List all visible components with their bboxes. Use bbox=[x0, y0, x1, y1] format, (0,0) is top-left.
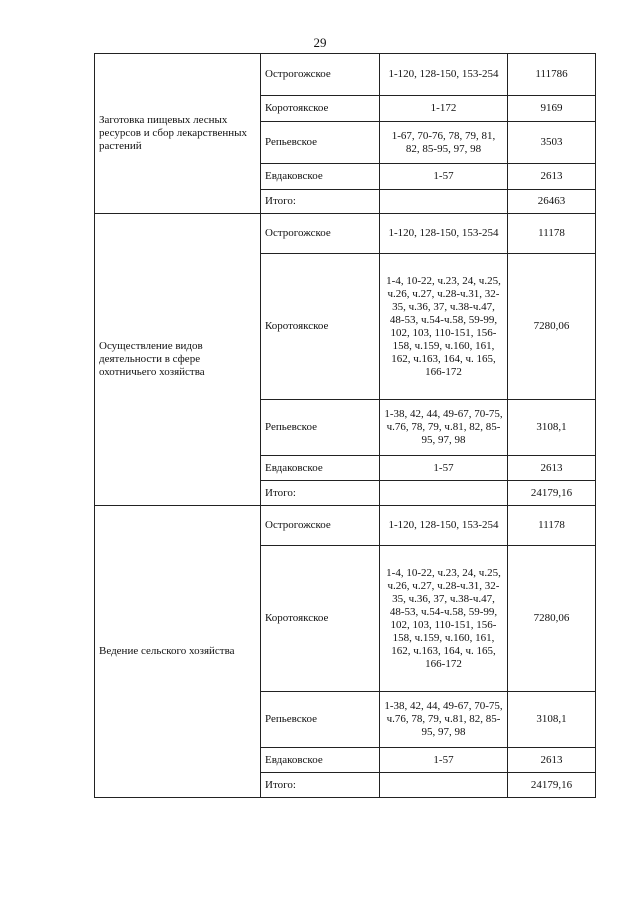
activity-cell: Ведение сельского хозяйства bbox=[95, 506, 261, 798]
quarters-cell: 1-4, 10-22, ч.23, 24, ч.25, ч.26, ч.27, ч.28-ч.31, 32-35, ч.36, 37, ч.38-ч.47, 48-53, ч.54-ч.58, 59-99, 102, 103, 110-151, 156-158, ч.159, ч.160, 161, 162, ч.163, 164, ч. 165, 166-172 bbox=[380, 254, 508, 400]
area-cell: 11178 bbox=[508, 506, 596, 546]
area-cell: 9169 bbox=[508, 96, 596, 122]
quarters-cell: 1-38, 42, 44, 49-67, 70-75, ч.76, 78, 79, ч.81, 82, 85-95, 97, 98 bbox=[380, 400, 508, 456]
quarters-cell bbox=[380, 773, 508, 798]
quarters-cell: 1-57 bbox=[380, 456, 508, 481]
area-cell: 2613 bbox=[508, 164, 596, 190]
quarters-cell: 1-120, 128-150, 153-254 bbox=[380, 506, 508, 546]
total-label: Итого: bbox=[261, 190, 380, 214]
quarters-cell bbox=[380, 190, 508, 214]
quarters-cell: 1-38, 42, 44, 49-67, 70-75, ч.76, 78, 79, ч.81, 82, 85-95, 97, 98 bbox=[380, 692, 508, 748]
district-cell: Коротоякское bbox=[261, 254, 380, 400]
forest-use-table bbox=[94, 53, 596, 798]
district-cell: Острогожское bbox=[261, 54, 380, 96]
page-number: 29 bbox=[313, 35, 327, 50]
table-row bbox=[95, 54, 596, 96]
area-cell: 3108,1 bbox=[508, 692, 596, 748]
activity-cell: Заготовка пищевых лесных ресурсов и сбор лекарственных растений bbox=[95, 54, 261, 214]
total-value: 24179,16 bbox=[508, 773, 596, 798]
activity-cell: Осуществление видов деятельности в сфере охотничьего хозяйства bbox=[95, 214, 261, 506]
total-label: Итого: bbox=[261, 481, 380, 506]
district-cell: Репьевское bbox=[261, 122, 380, 164]
district-cell: Коротоякское bbox=[261, 546, 380, 692]
area-cell: 2613 bbox=[508, 456, 596, 481]
quarters-cell: 1-57 bbox=[380, 164, 508, 190]
area-cell: 3503 bbox=[508, 122, 596, 164]
quarters-cell bbox=[380, 481, 508, 506]
quarters-cell: 1-4, 10-22, ч.23, 24, ч.25, ч.26, ч.27, ч.28-ч.31, 32-35, ч.36, 37, ч.38-ч.47, 48-53, ч.54-ч.58, 59-99, 102, 103, 110-151, 156-158, ч.159, ч.160, 161, 162, ч.163, 164, ч. 165, 166-172 bbox=[380, 546, 508, 692]
area-cell: 7280,06 bbox=[508, 254, 596, 400]
district-cell: Репьевское bbox=[261, 692, 380, 748]
total-value: 24179,16 bbox=[508, 481, 596, 506]
total-value: 26463 bbox=[508, 190, 596, 214]
area-cell: 7280,06 bbox=[508, 546, 596, 692]
quarters-cell: 1-120, 128-150, 153-254 bbox=[380, 54, 508, 96]
district-cell: Острогожское bbox=[261, 506, 380, 546]
district-cell: Евдаковское bbox=[261, 164, 380, 190]
quarters-cell: 1-57 bbox=[380, 748, 508, 773]
total-label: Итого: bbox=[261, 773, 380, 798]
area-cell: 3108,1 bbox=[508, 400, 596, 456]
district-cell: Коротоякское bbox=[261, 96, 380, 122]
table-row bbox=[95, 214, 596, 254]
district-cell: Репьевское bbox=[261, 400, 380, 456]
district-cell: Евдаковское bbox=[261, 748, 380, 773]
table-row bbox=[95, 506, 596, 546]
area-cell: 11178 bbox=[508, 214, 596, 254]
quarters-cell: 1-67, 70-76, 78, 79, 81, 82, 85-95, 97, 98 bbox=[380, 122, 508, 164]
area-cell: 111786 bbox=[508, 54, 596, 96]
quarters-cell: 1-120, 128-150, 153-254 bbox=[380, 214, 508, 254]
quarters-cell: 1-172 bbox=[380, 96, 508, 122]
district-cell: Евдаковское bbox=[261, 456, 380, 481]
district-cell: Острогожское bbox=[261, 214, 380, 254]
area-cell: 2613 bbox=[508, 748, 596, 773]
